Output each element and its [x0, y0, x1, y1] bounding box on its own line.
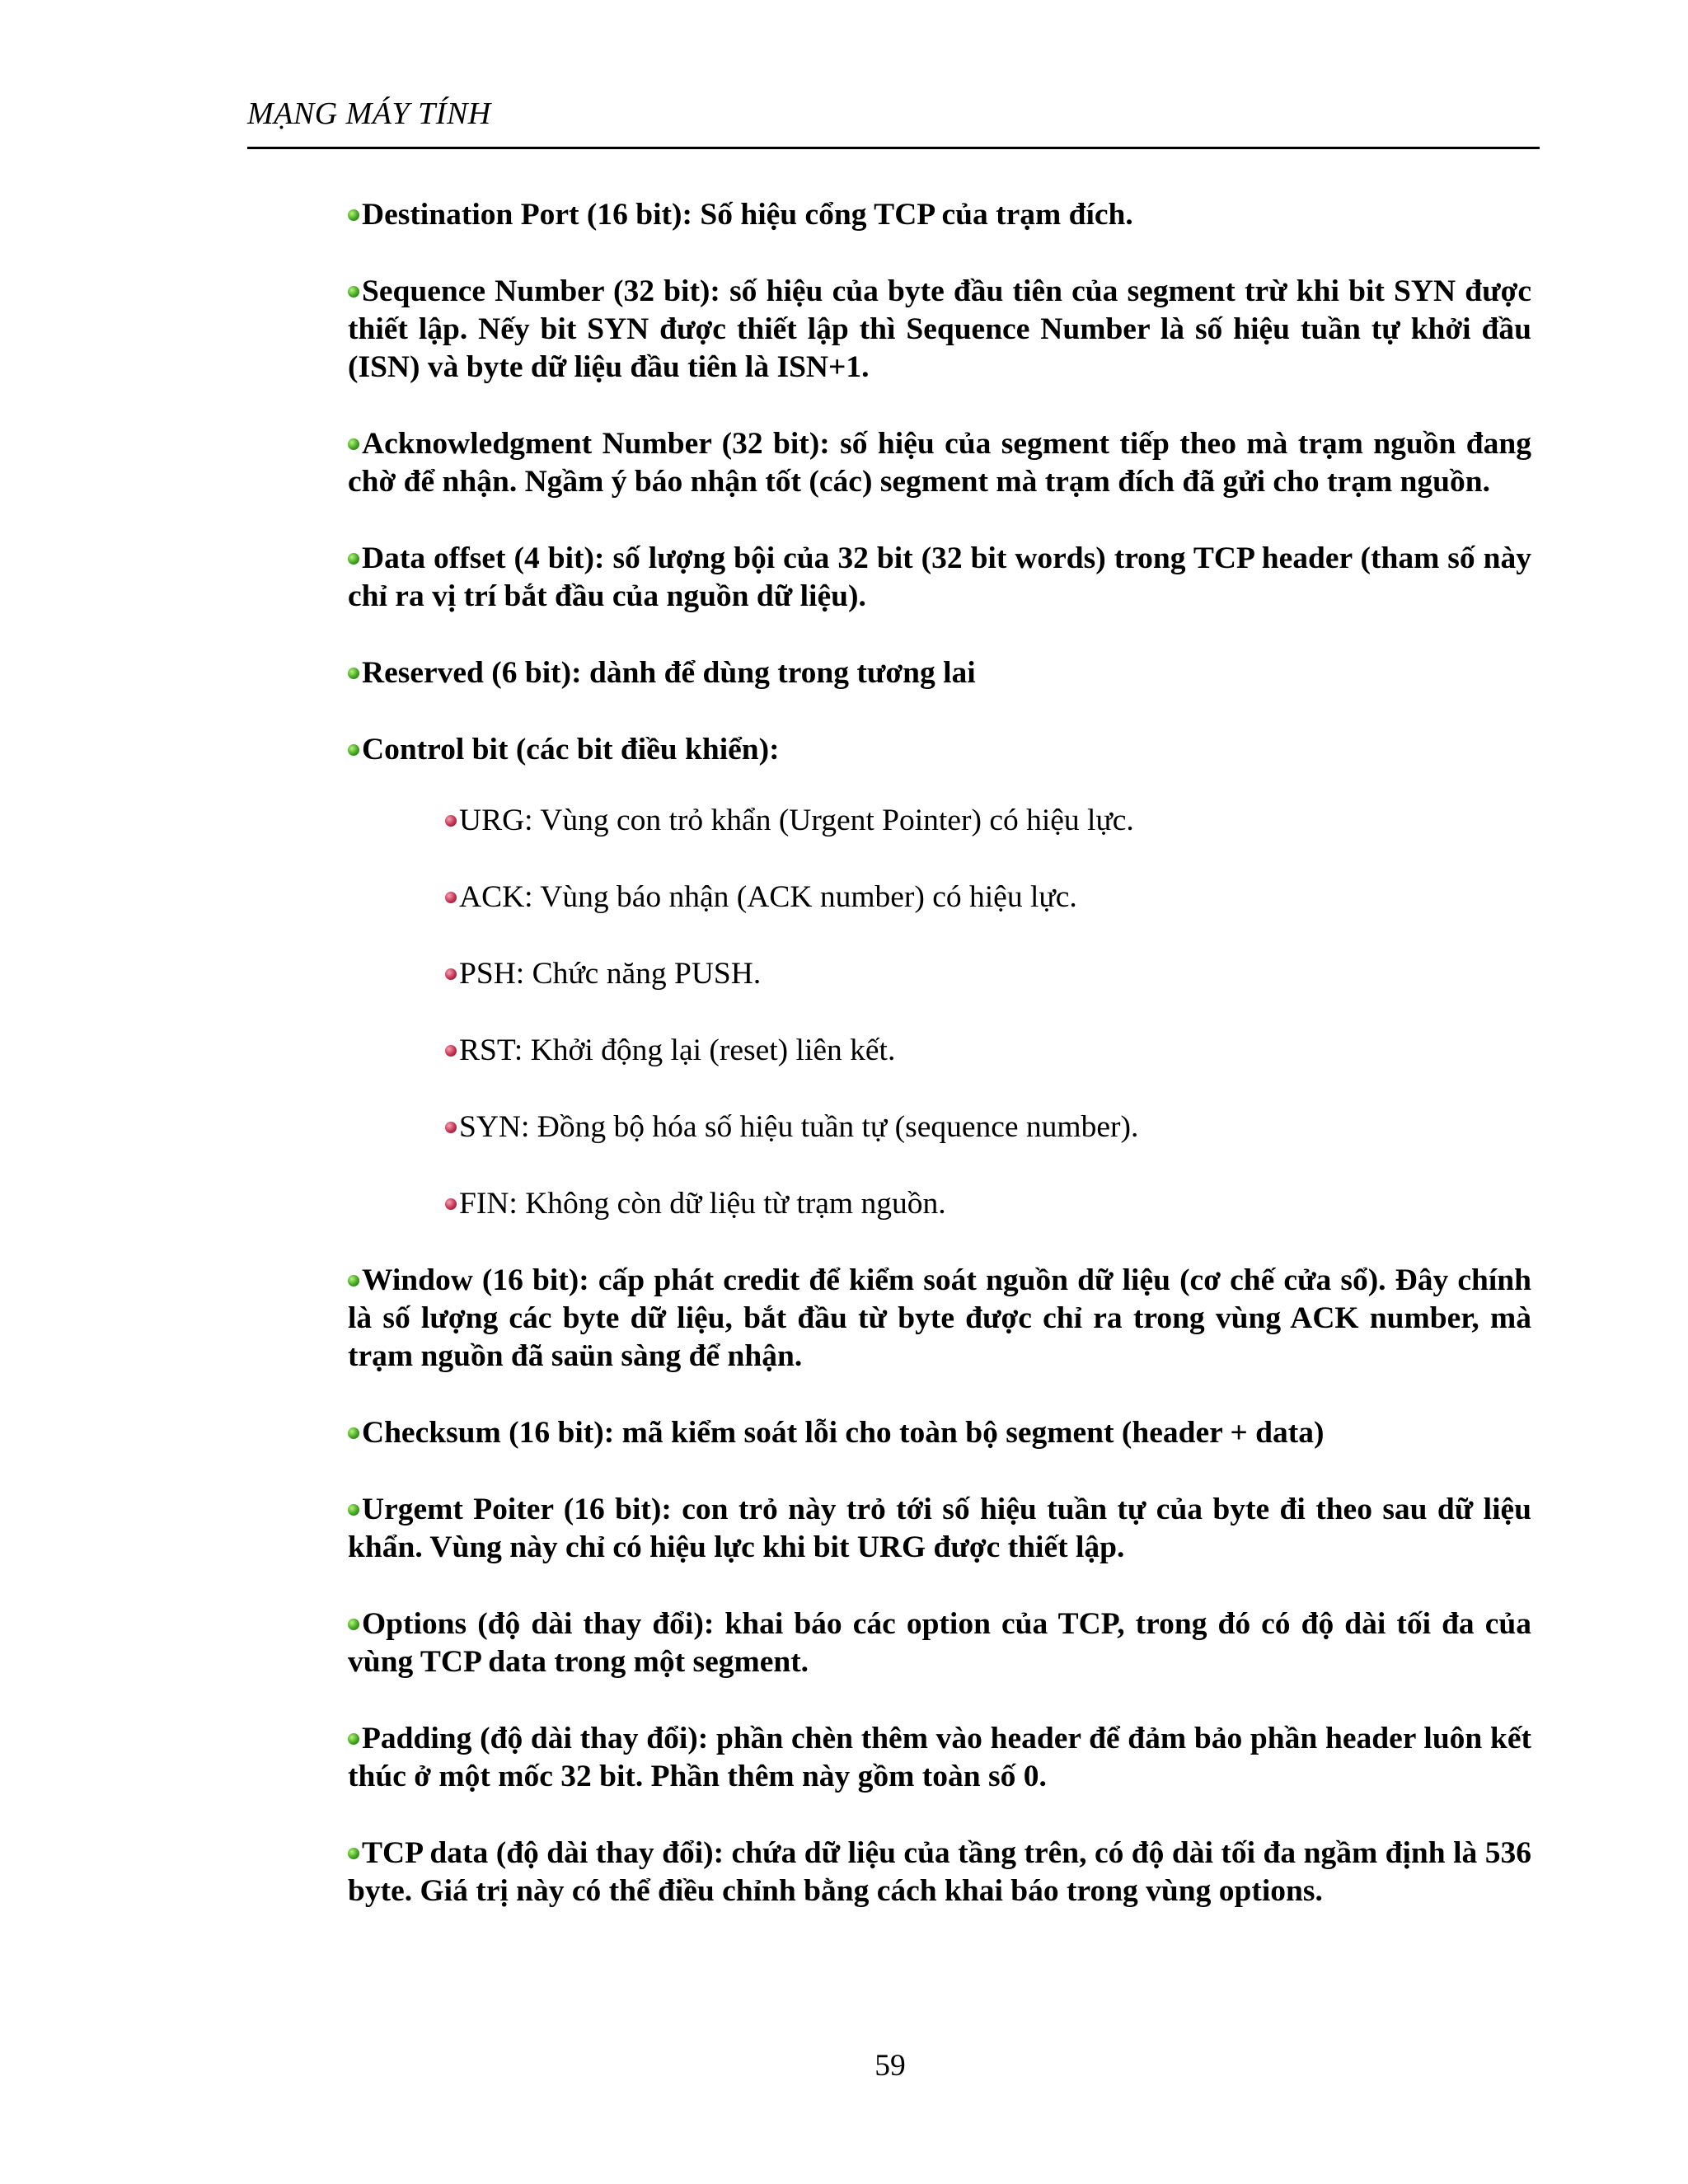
- green-bullet-icon: [348, 286, 359, 298]
- green-bullet-icon: [348, 668, 359, 679]
- list-item-text: RST: Khởi động lại (reset) liên kết.: [459, 1033, 896, 1067]
- control-bit-rst: [445, 1032, 1531, 1070]
- paragraph-text: Urgemt Poiter (16 bit): con trỏ này trỏ tới số hiệu tuần tự của byte đi theo sau dữ liệu khẩn. Vùng này chỉ có hiệu lực khi bit URG được thiết lập.: [348, 1493, 1531, 1564]
- paragraph-text: Control bit (các bit điều khiển):: [362, 733, 780, 766]
- green-bullet-icon: [348, 1427, 359, 1439]
- green-bullet-icon: [348, 1848, 359, 1859]
- paragraph-reserved: [348, 654, 1531, 692]
- paragraph-text: Options (độ dài thay đổi): khai báo các option của TCP, trong đó có độ dài tối đa của vùng TCP data trong một segment.: [348, 1607, 1531, 1679]
- running-header-title: MẠNG MÁY TÍNH: [247, 96, 491, 131]
- paragraph-text: Checksum (16 bit): mã kiểm soát lỗi cho toàn bộ segment (header + data): [362, 1416, 1325, 1450]
- paragraph-options: [348, 1605, 1531, 1681]
- red-bullet-icon: [445, 1045, 457, 1057]
- paragraph-text: TCP data (độ dài thay đổi): chứa dữ liệu của tầng trên, có độ dài tối đa ngầm định là 536 byte. Giá trị này có thể điều chỉnh bằng cách khai báo trong vùng options.: [348, 1836, 1531, 1908]
- paragraph-text: Data offset (4 bit): số lượng bội của 32 bit (32 bit words) trong TCP header (tham số này chỉ ra vị trí bắt đầu của nguồn dữ liệu).: [348, 541, 1531, 613]
- paragraph-text: Padding (độ dài thay đổi): phần chèn thêm vào header để đảm bảo phần header luôn kết thúc ở một mốc 32 bit. Phần thêm này gồm toàn số 0.: [348, 1722, 1531, 1793]
- control-bit-urg: [445, 802, 1531, 840]
- red-bullet-icon: [445, 892, 457, 903]
- paragraph-text: Sequence Number (32 bit): số hiệu của byte đầu tiên của segment trừ khi bit SYN được thiết lập. Nếy bit SYN được thiết lập thì Sequence Number là số hiệu tuần tự khởi đầu (ISN) và byte dữ liệu đầu tiên là ISN+1.: [348, 274, 1531, 384]
- green-bullet-icon: [348, 553, 359, 565]
- control-bits-list: [445, 802, 1531, 1223]
- paragraph-text: Acknowledgment Number (32 bit): số hiệu của segment tiếp theo mà trạm nguồn đang chờ để nhận. Ngầm ý báo nhận tốt (các) segment mà trạm đích đã gửi cho trạm nguồn.: [348, 427, 1531, 499]
- red-bullet-icon: [445, 1198, 457, 1210]
- list-item-text: PSH: Chức năng PUSH.: [459, 957, 762, 991]
- green-bullet-icon: [348, 1275, 359, 1286]
- list-item-text: ACK: Vùng báo nhận (ACK number) có hiệu lực.: [459, 880, 1077, 914]
- paragraph-destination-port: [348, 196, 1531, 234]
- control-bit-ack: [445, 879, 1531, 916]
- control-bit-psh: [445, 955, 1531, 993]
- list-item-text: FIN: Không còn dữ liệu từ trạm nguồn.: [459, 1187, 946, 1221]
- green-bullet-icon: [348, 744, 359, 756]
- paragraph-sequence-number: [348, 273, 1531, 387]
- page-content: [348, 196, 1531, 1949]
- control-bit-syn: [445, 1108, 1531, 1146]
- list-item-text: URG: Vùng con trỏ khẩn (Urgent Pointer) có hiệu lực.: [459, 804, 1134, 837]
- paragraph-text: Reserved (6 bit): dành để dùng trong tương lai: [362, 656, 976, 690]
- green-bullet-icon: [348, 438, 359, 450]
- paragraph-acknowledgment-number: [348, 425, 1531, 501]
- paragraph-data-offset: [348, 540, 1531, 616]
- green-bullet-icon: [348, 209, 359, 221]
- paragraph-padding: [348, 1720, 1531, 1796]
- red-bullet-icon: [445, 815, 457, 827]
- header-rule: [247, 147, 1540, 149]
- paragraph-checksum: [348, 1414, 1531, 1452]
- green-bullet-icon: [348, 1733, 359, 1745]
- paragraph-window: [348, 1262, 1531, 1376]
- red-bullet-icon: [445, 1122, 457, 1133]
- control-bit-fin: [445, 1185, 1531, 1223]
- paragraph-urgent-pointer: [348, 1491, 1531, 1567]
- page-number: 59: [874, 2049, 906, 2083]
- red-bullet-icon: [445, 968, 457, 980]
- paragraph-tcp-data: [348, 1835, 1531, 1910]
- green-bullet-icon: [348, 1504, 359, 1516]
- green-bullet-icon: [348, 1619, 359, 1630]
- paragraph-text: Destination Port (16 bit): Số hiệu cổng TCP của trạm đích.: [362, 198, 1133, 232]
- list-item-text: SYN: Đồng bộ hóa số hiệu tuần tự (sequence number).: [459, 1110, 1139, 1144]
- paragraph-text: Window (16 bit): cấp phát credit để kiểm soát nguồn dữ liệu (cơ chế cửa sổ). Đây chính là số lượng các byte dữ liệu, bắt đầu từ byte được chỉ ra trong vùng ACK number, mà trạm nguồn đã saün sàng để nhận.: [348, 1263, 1531, 1373]
- paragraph-control-bit: [348, 731, 1531, 769]
